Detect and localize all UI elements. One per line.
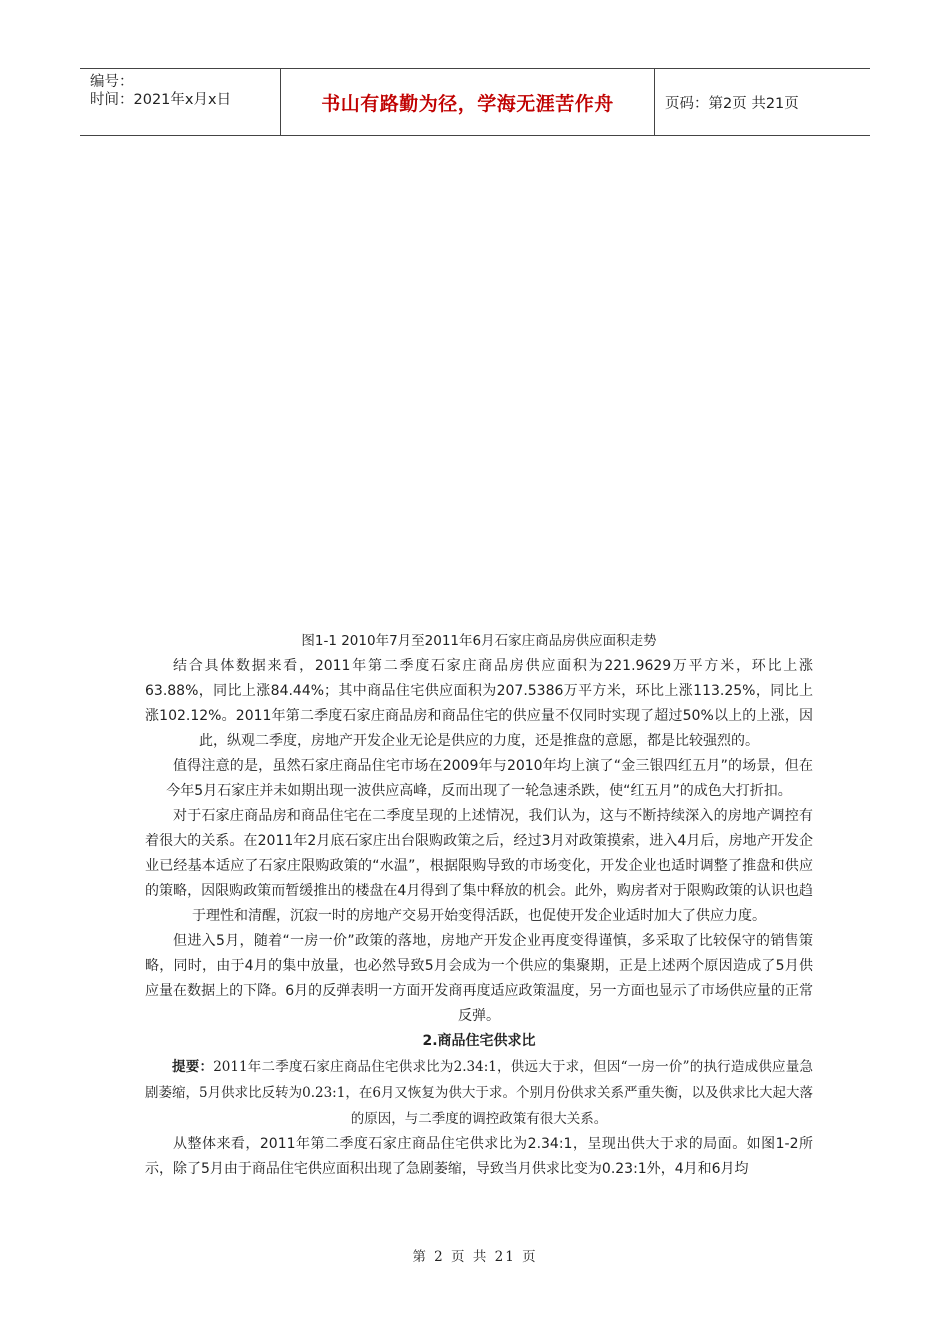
paragraph-3: 对于石家庄商品房和商品住宅在二季度呈现的上述情况，我们认为，这与不断持续深入的房地产调控有着很大的关系。在2011年2月底石家庄出台限购政策之后，经过3月对政策摸索，进入4月后，房地产开发企业已经基本适应了石家庄限购政策的“水温”，根据限购导致的市场变化，开发企业也适时调整了推盘和供应的策略，因限购政策而暂缓推出的楼盘在4月得到了集中释放的机会。此外，购房者对于限购政策的认识也趋于理性和清醒，沉寂一时的房地产交易开始变得活跃，也促使开发企业适时加大了供应力度。 (145, 808, 813, 924)
figure-caption: 图1-1 2010年7月至2011年6月石家庄商品房供应面积走势 (301, 633, 657, 649)
page-footer: 第 2 页 共 21 页 (412, 1249, 538, 1265)
summary-label: 提要： (172, 1059, 214, 1075)
motto-text: 书山有路勤为径，学海无涯苦作舟 (321, 92, 614, 115)
section-title: 2.商品住宅供求比 (422, 1033, 536, 1049)
paragraph-2: 值得注意的是，虽然石家庄商品住宅市场在2009年与2010年均上演了“金三银四红五月”的场景，但在今年5月石家庄并未如期出现一波供应高峰，反而出现了一轮急速杀跌，使“红五月”的成色大打折扣。 (166, 758, 813, 799)
page-label: 页码：第2页 共21页 (665, 95, 799, 112)
header-meta (80, 69, 281, 135)
paragraph-5: 从整体来看，2011年第二季度石家庄商品住宅供求比为2.34:1，呈现出供大于求的局面。如图1-2所示，除了5月由于商品住宅供应面积出现了急剧萎缩，导致当月供求比变为0.23:1外，4月和6月均 (145, 1136, 813, 1177)
summary-text: 2011年二季度石家庄商品住宅供求比为2.34:1，供远大于求，但因“一房一价”的执行造成供应量急剧萎缩，5月供求比反转为0.23:1，在6月又恢复为供大于求。个别月份供求关系严重失衡，以及供求比大起大落的原因，与二季度的调控政策有很大关系。 (145, 1059, 814, 1127)
number-label: 编号： (90, 74, 134, 90)
paragraph-4: 但进入5月，随着“一房一价”政策的落地，房地产开发企业再度变得谨慎，多采取了比较保守的销售策略，同时，由于4月的集中放量，也必然导致5月会成为一个供应的集聚期，正是上述两个原因造成了5月供应量在数据上的下降。6月的反弹表明一方面开发商再度适应政策温度，另一方面也显示了市场供应量的正常反弹。 (145, 933, 813, 1024)
page-header (80, 68, 870, 136)
summary-paragraph (145, 1054, 813, 1132)
header-motto-cell (281, 69, 655, 135)
document-body (145, 629, 813, 1182)
figure-placeholder (150, 160, 800, 620)
header-page-cell (655, 69, 870, 135)
paragraph-1: 结合具体数据来看，2011年第二季度石家庄商品房供应面积为221.9629万平方米，环比上涨63.88%，同比上涨84.44%；其中商品住宅供应面积为207.5386万平方米，环比上涨113.25%，同比上涨102.12%。2011年第二季度石家庄商品房和商品住宅的供应量不仅同时实现了超过50%以上的上涨，因此，纵观二季度，房地产开发企业无论是供应的力度，还是推盘的意愿，都是比较强烈的。 (145, 658, 813, 749)
time-label: 时间：2021年x月x日 (90, 92, 232, 108)
